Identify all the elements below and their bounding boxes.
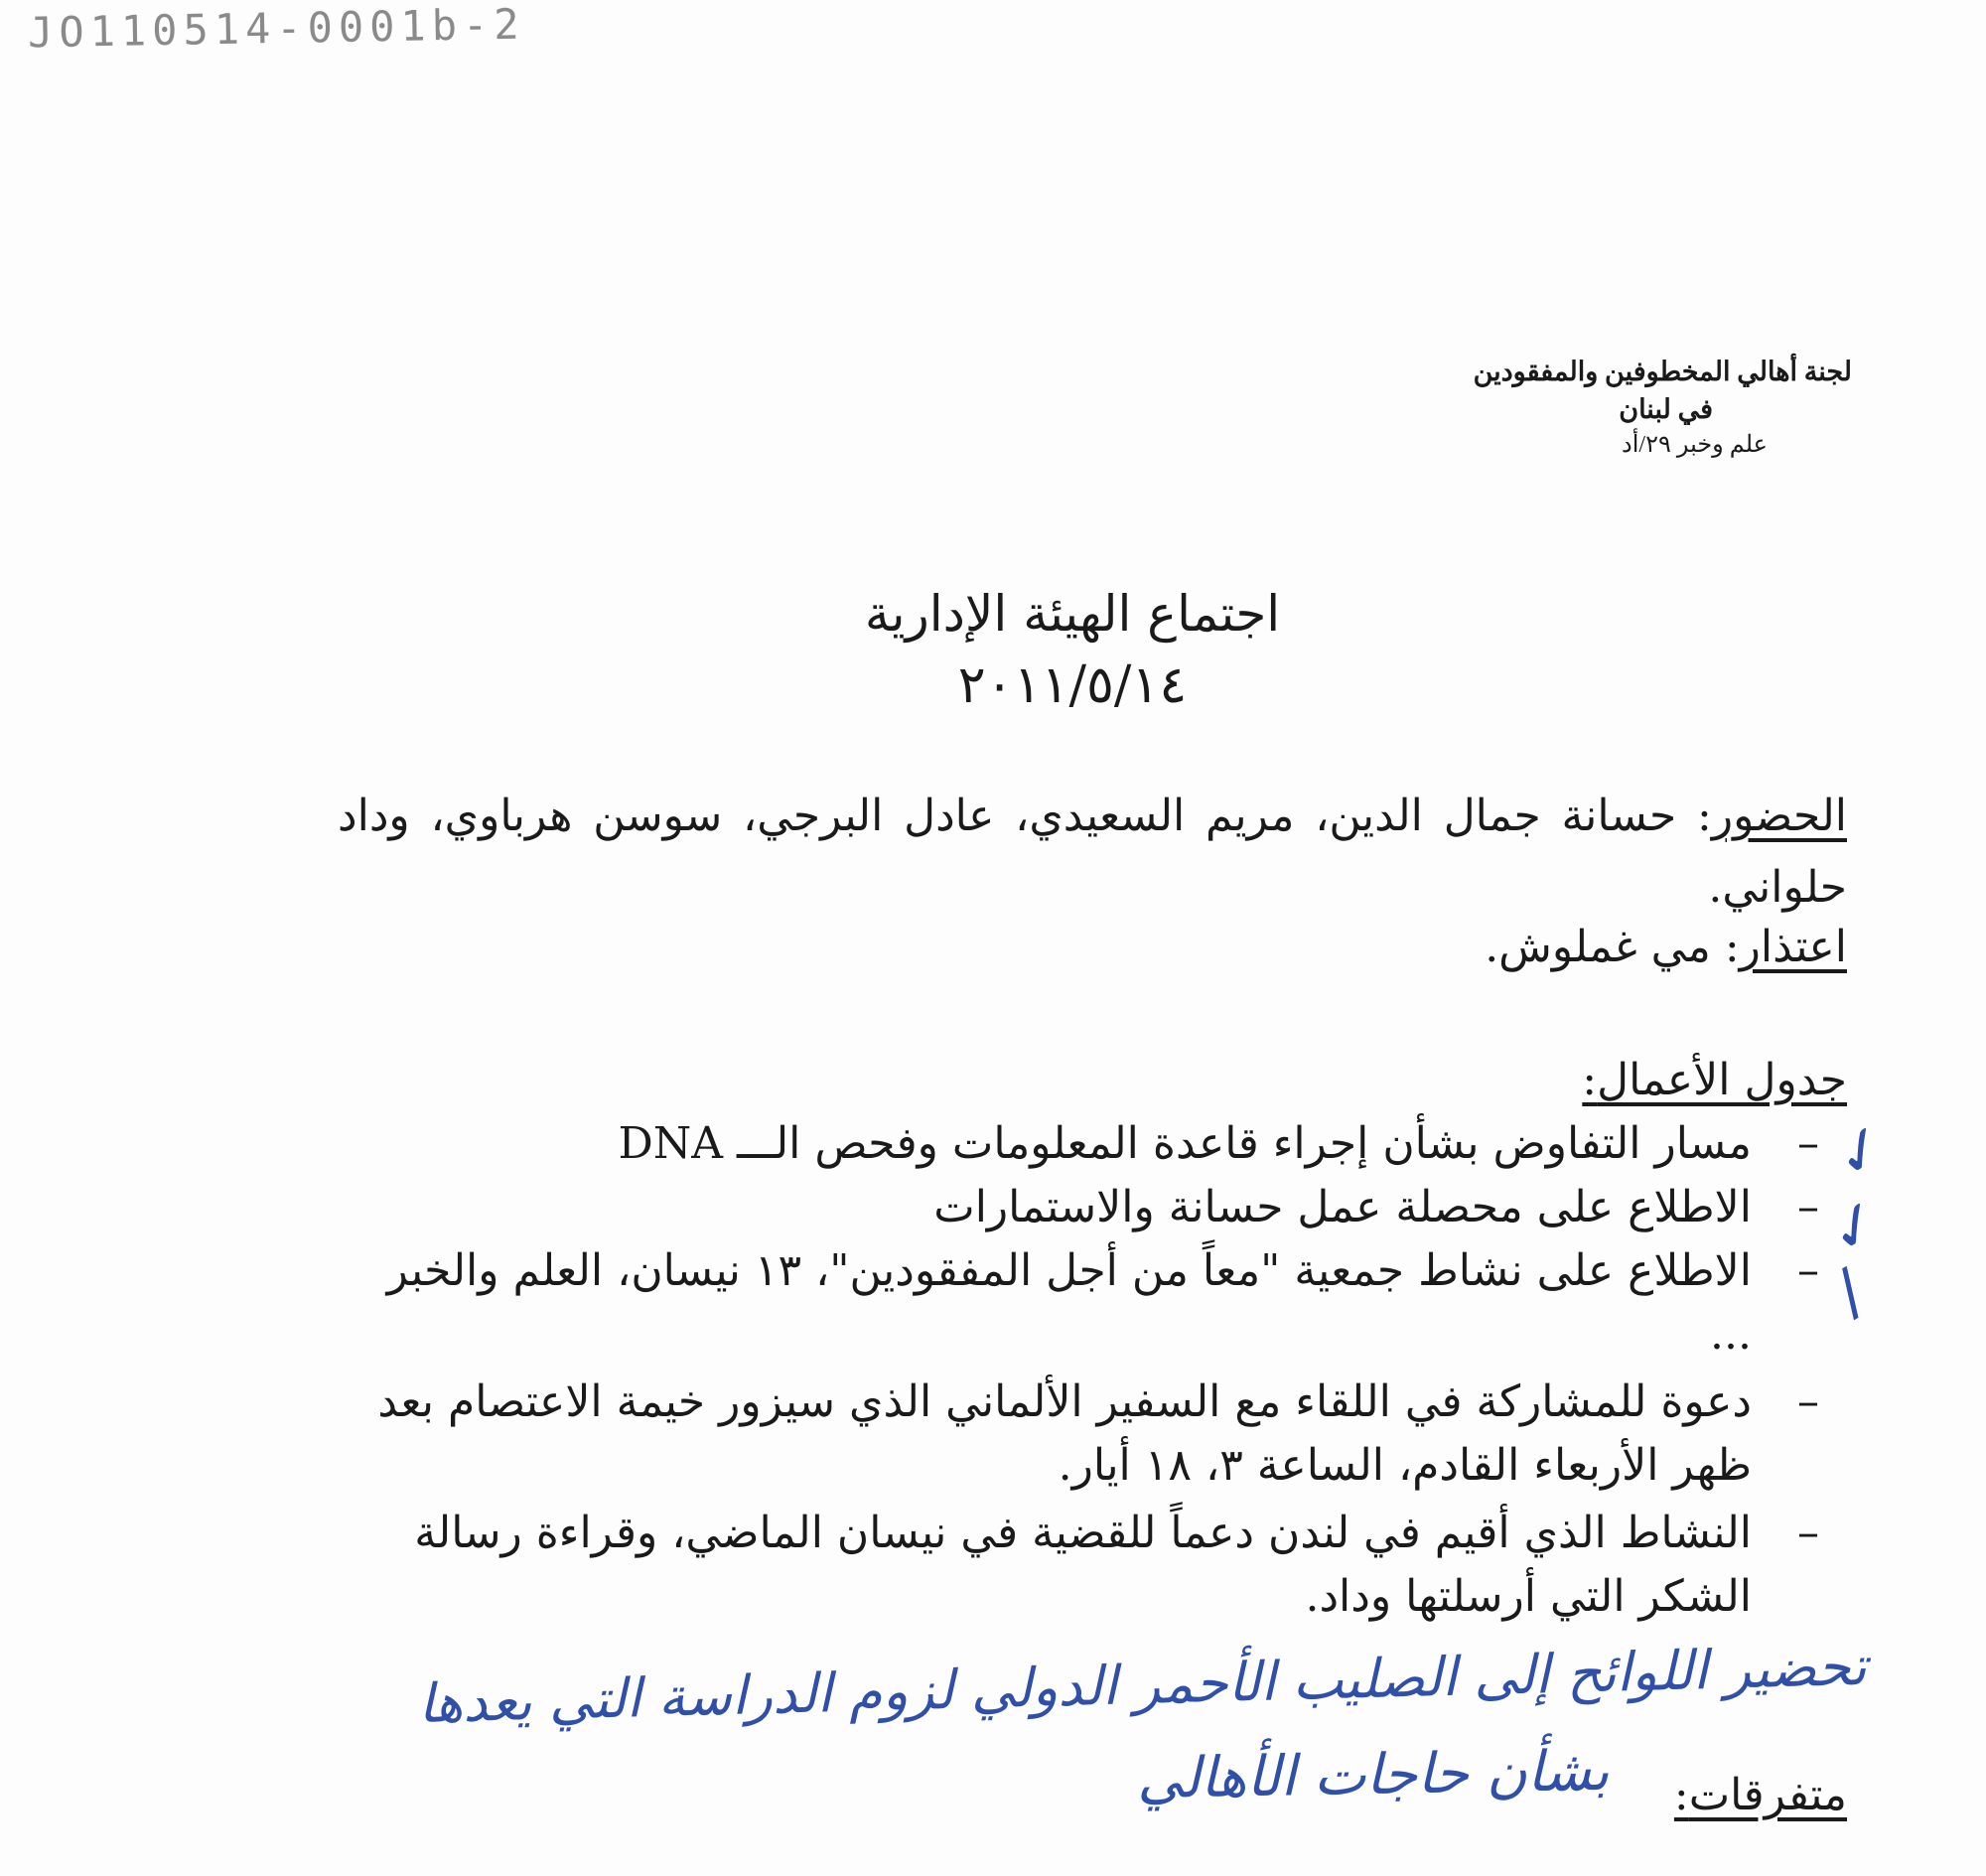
apology-label: اعتذار — [1739, 922, 1847, 972]
attendance-list: : حسانة جمال الدين، مريم السعيدي، عادل البرجي، سوسن هرباوي، وداد حلواني. — [338, 791, 1847, 913]
handwritten-note-line-1: تحضير اللوائح إلى الصليب الأحمر الدولي لزوم الدراسة التي يعدها — [417, 1634, 1868, 1736]
title-block — [0, 578, 1986, 721]
meeting-date: ٢٠١١/٥/١٤ — [957, 655, 1188, 715]
meeting-title: اجتماع الهيئة الإدارية — [864, 585, 1281, 643]
agenda-item: – الاطلاع على نشاط جمعية "معاً من أجل المفقودين"، ١٣ نيسان، العلم والخبر ... — [377, 1239, 1847, 1367]
agenda-heading — [338, 1045, 1847, 1116]
attendance-label: الحضور — [1711, 791, 1847, 841]
miscellaneous-label: متفرقات — [1688, 1770, 1847, 1820]
apology-text: : مي غملوش. — [1485, 922, 1740, 972]
attendance-section — [338, 781, 1847, 924]
agenda-item: – دعوة للمشاركة في اللقاء مع السفير الألماني الذي سيزور خيمة الاعتصام بعد ظهر الأربعاء القادم، الساعة ٣، ١٨ أيار. — [377, 1371, 1847, 1498]
miscellaneous-heading — [338, 1760, 1847, 1831]
organization-location: في لبنان — [1619, 394, 1713, 424]
agenda-item: – النشاط الذي أقيم في لندن دعماً للقضية في نيسان الماضي، وقراءة رسالة الشكر التي أرسلتها وداد. — [377, 1502, 1847, 1629]
agenda-item: – مسار التفاوض بشأن إجراء قاعدة المعلومات وفحص الـــ DNA — [377, 1112, 1847, 1176]
letterhead — [1474, 353, 1852, 462]
agenda-heading-colon: : — [1582, 1055, 1598, 1105]
registration-number: علم وخبر ٢٩/أد — [1622, 432, 1768, 458]
agenda-list — [377, 1112, 1847, 1629]
archive-reference: JO110514-0001b-2 — [27, 0, 525, 58]
handwritten-check-mark: / — [1822, 1254, 1877, 1329]
miscellaneous-colon: : — [1673, 1770, 1689, 1820]
agenda-item: – الاطلاع على محصلة عمل حسانة والاستمارات — [377, 1176, 1847, 1239]
handwritten-check-mark: ✓ — [1814, 1181, 1896, 1271]
handwritten-check-mark: ✓ — [1820, 1105, 1902, 1196]
agenda-heading-label: جدول الأعمال — [1597, 1055, 1847, 1105]
handwritten-note-line-2: بشأن حاجات الأهالي — [1136, 1738, 1610, 1812]
apology-section — [338, 912, 1847, 983]
organization-name: لجنة أهالي المخطوفين والمفقودين — [1473, 357, 1852, 386]
